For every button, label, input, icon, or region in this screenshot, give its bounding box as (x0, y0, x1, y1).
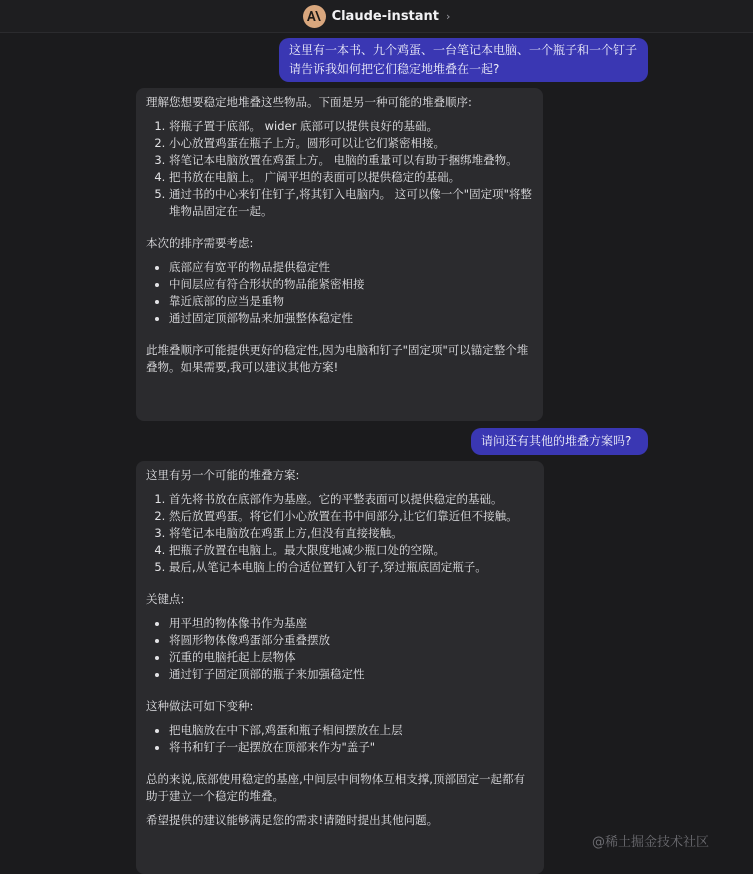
list-item: • 把电脑放在中下部,鸡蛋和瓶子相间摆放在上层 (169, 722, 534, 739)
bot-avatar (303, 5, 326, 28)
list-item: 2. 小心放置鸡蛋在瓶子上方。圆形可以让它们紧密相接。 (169, 135, 533, 152)
bot-title: Claude-instant (331, 8, 440, 24)
list-item: 5. 通过书的中心来钉住钉子,将其钉入电脑内。 这可以像一个"固定项"将整堆物品固定在一起。 (169, 186, 533, 220)
steps-list (146, 491, 534, 576)
message-summary: 总的来说,底部使用稳定的基座,中间层中间物体互相支撑,顶部固定一起都有助于建立一个稳定的堆叠。 (146, 772, 525, 803)
list-item: • 通过固定顶部物品来加强整体稳定性 (169, 310, 533, 327)
section-heading: 这种做法可如下变种: (146, 699, 254, 713)
list-item: 5. 最后,从笔记本电脑上的合适位置钉入钉子,穿过瓶底固定瓶子。 (169, 559, 534, 576)
considerations-list (146, 259, 533, 327)
message-line: 这里有一本书、九个鸡蛋、一台笔记本电脑、一个瓶子和一个钉子 (289, 43, 638, 57)
list-item: • 底部应有宽平的物品提供稳定性 (169, 259, 533, 276)
user-message (471, 428, 648, 455)
list-item: • 通过钉子固定顶部的瓶子来加强稳定性 (169, 666, 534, 683)
section-heading: 关键点: (146, 592, 185, 606)
list-item: • 将书和钉子一起摆放在顶部来作为"盖子" (169, 739, 534, 756)
list-item: • 将圆形物体像鸡蛋部分重叠摆放 (169, 632, 534, 649)
list-item: 3. 将笔记本电脑放置在鸡蛋上方。 电脑的重量可以有助于捆绑堆叠物。 (169, 152, 533, 169)
assistant-message (136, 88, 543, 421)
user-message (279, 38, 648, 82)
steps-list (146, 118, 533, 220)
section-heading: 本次的排序需要考虑: (146, 236, 254, 250)
message-line: 请问还有其他的堆叠方案吗? (481, 434, 632, 448)
anthropic-logo-icon (306, 10, 322, 22)
message-intro: 这里有另一个可能的堆叠方案: (146, 468, 300, 482)
list-item: 4. 把书放在电脑上。 广阔平坦的表面可以提供稳定的基础。 (169, 169, 533, 186)
message-intro: 理解您想要稳定地堆叠这些物品。下面是另一种可能的堆叠顺序: (146, 95, 472, 109)
message-line: 请告诉我如何把它们稳定地堆叠在一起? (289, 62, 500, 76)
list-item: 2. 然后放置鸡蛋。将它们小心放置在书中间部分,让它们靠近但不接触。 (169, 508, 534, 525)
list-item: 1. 将瓶子置于底部。 wider 底部可以提供良好的基础。 (169, 118, 533, 135)
list-item: 3. 将笔记本电脑放在鸡蛋上方,但没有直接接触。 (169, 525, 534, 542)
key-points-list (146, 615, 534, 683)
assistant-message (136, 461, 544, 874)
variants-list (146, 722, 534, 756)
bot-switcher[interactable] (303, 5, 451, 28)
chevron-right-icon: › (446, 9, 451, 23)
message-closing: 此堆叠顺序可能提供更好的稳定性,因为电脑和钉子"固定项"可以锚定整个堆叠物。如果需要,我可以建议其他方案! (146, 343, 529, 374)
list-item: • 靠近底部的应当是重物 (169, 293, 533, 310)
message-sign-off: 希望提供的建议能够满足您的需求!请随时提出其他问题。 (146, 813, 439, 827)
list-item: • 中间层应有符合形状的物品能紧密相接 (169, 276, 533, 293)
list-item: • 用平坦的物体像书作为基座 (169, 615, 534, 632)
list-item: 1. 首先将书放在底部作为基座。它的平整表面可以提供稳定的基础。 (169, 491, 534, 508)
watermark: @稀土掘金技术社区 (592, 835, 710, 850)
chat-header (0, 0, 753, 33)
list-item: 4. 把瓶子放置在电脑上。最大限度地减少瓶口处的空隙。 (169, 542, 534, 559)
list-item: • 沉重的电脑托起上层物体 (169, 649, 534, 666)
